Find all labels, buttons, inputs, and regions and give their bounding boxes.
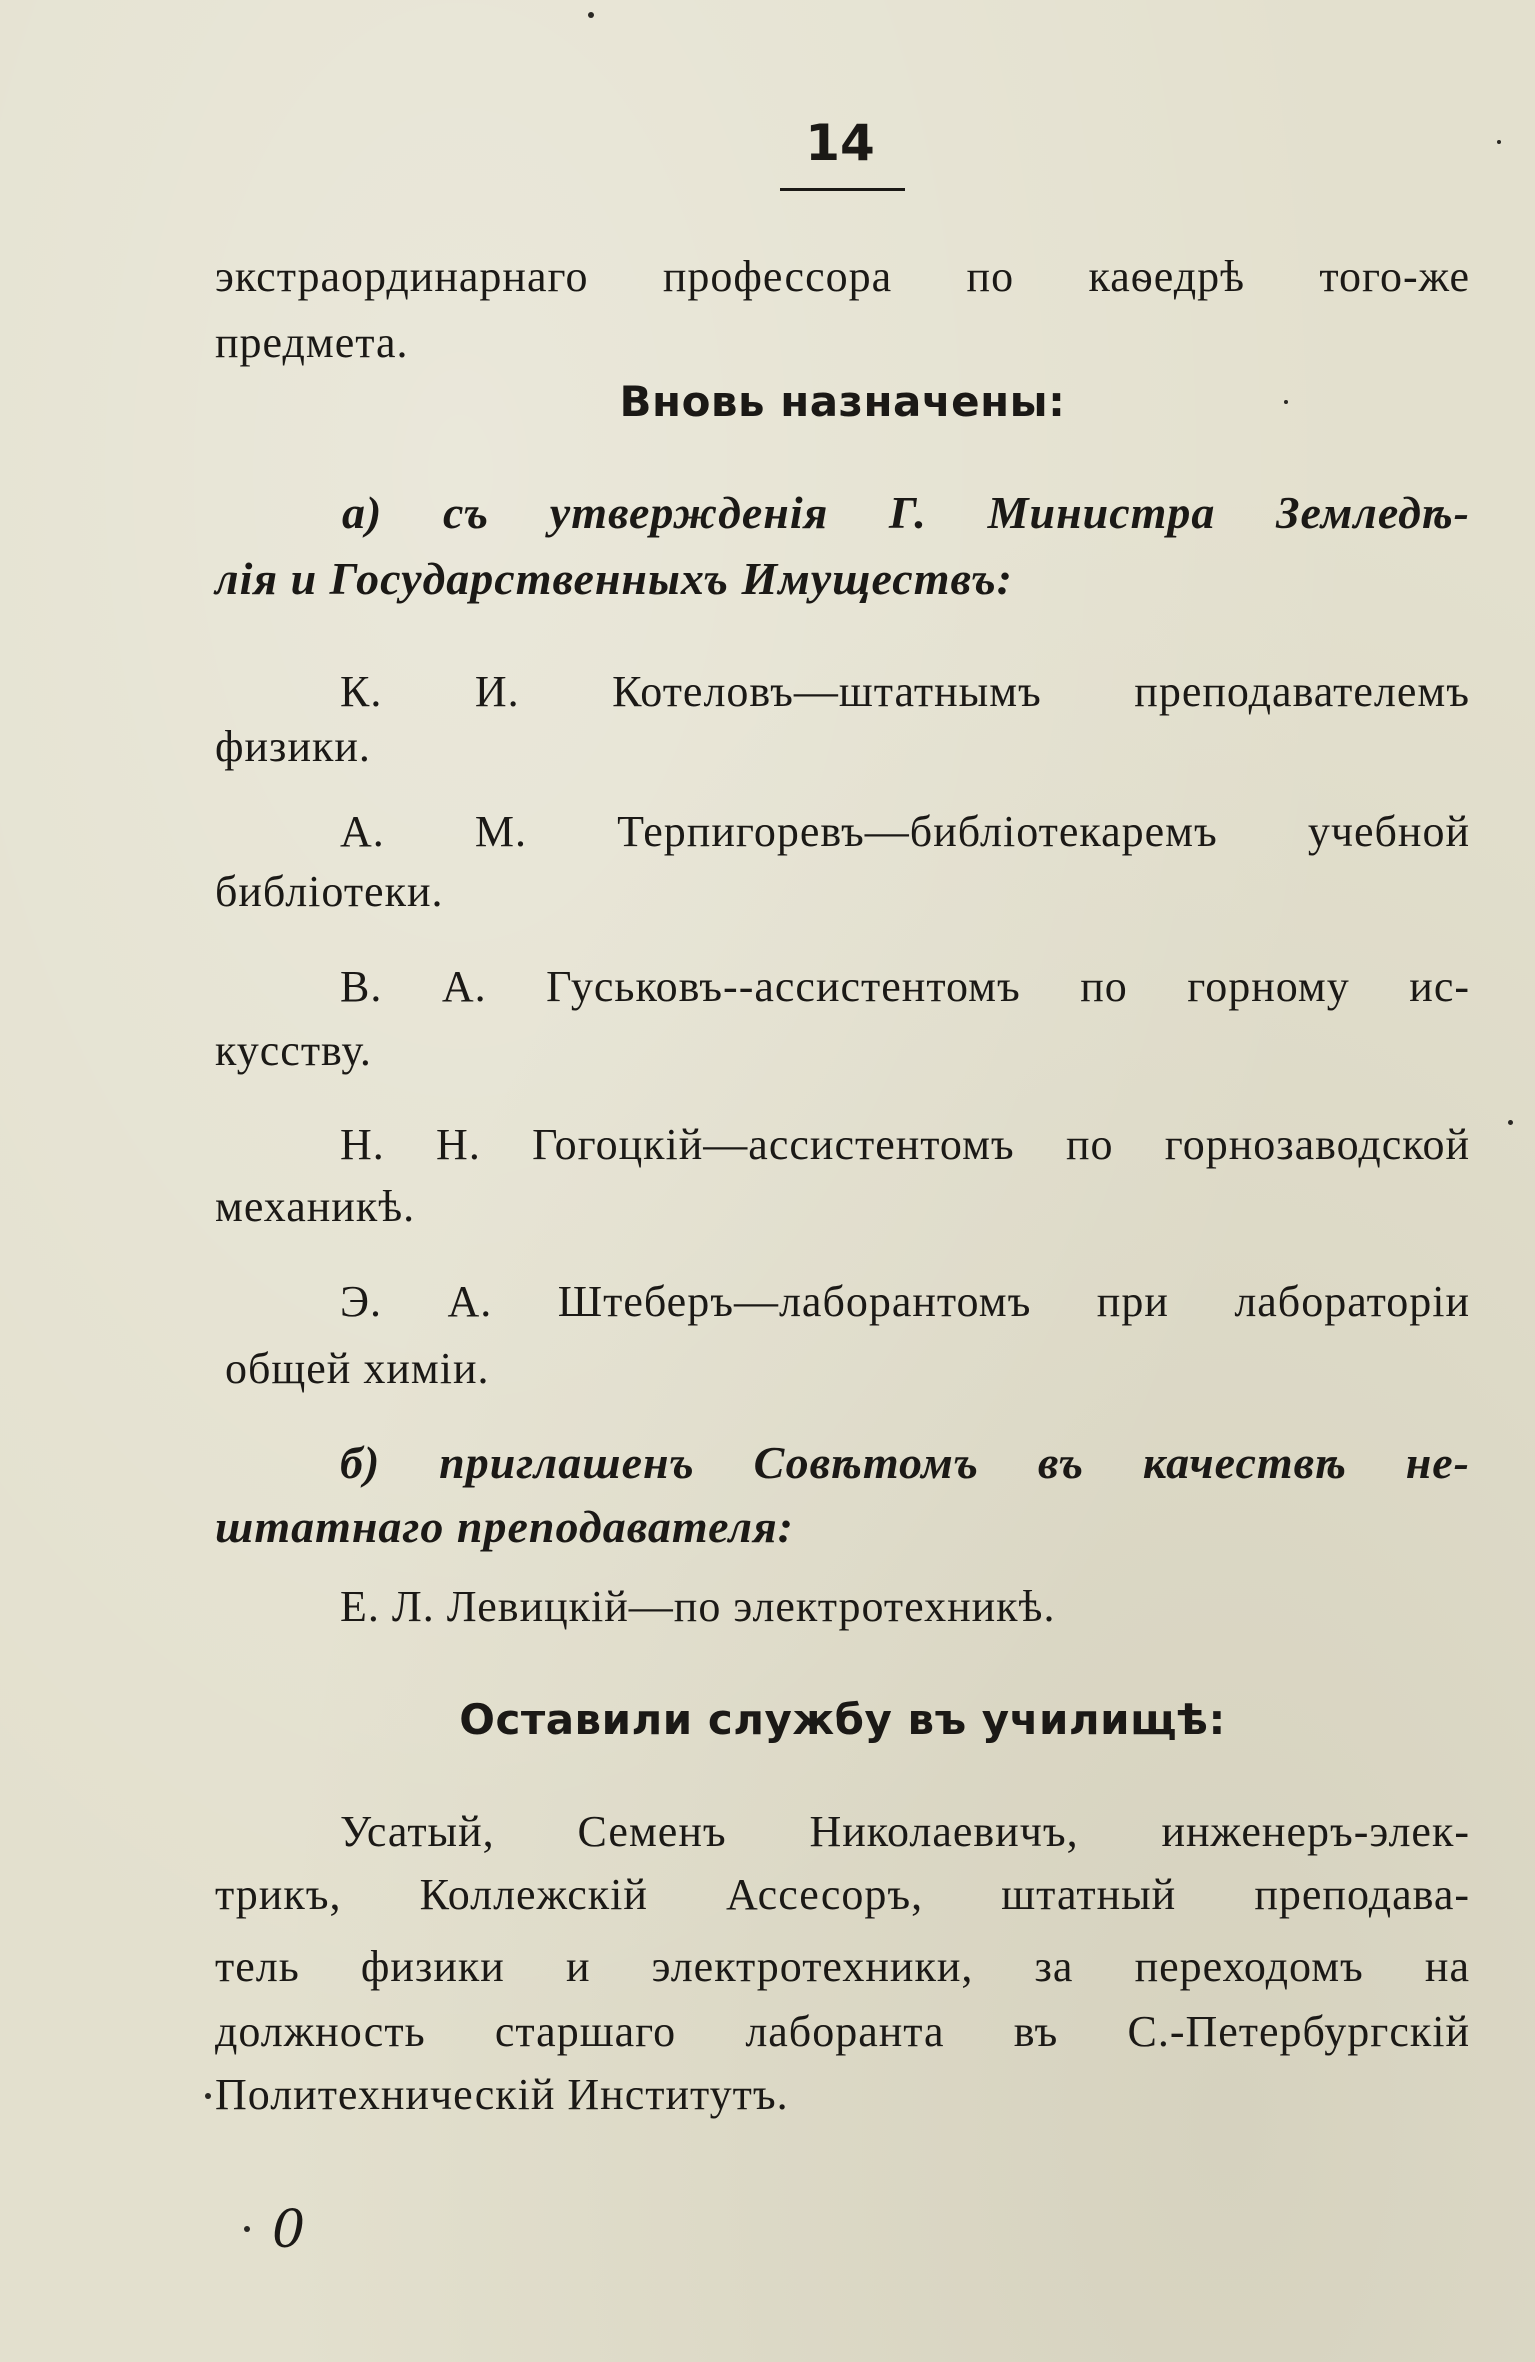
paper-speck xyxy=(1284,400,1288,404)
subsection-heading-a: а) съ утвержденія Г. Министра Земледѣ- xyxy=(342,487,1470,538)
subsection-heading-b: штатнаго преподавателя: xyxy=(215,1501,794,1552)
section-heading-left-service: Оставили службу въ училищѣ: xyxy=(459,1695,1226,1744)
appointment-entry: А. М. Терпигоревъ—библіотекаремъ учебной xyxy=(340,807,1470,856)
paper-speck xyxy=(205,2093,211,2099)
paper-speck xyxy=(1508,1120,1513,1125)
appointment-entry: общей химіи. xyxy=(225,1344,490,1393)
section-heading-appointed: Вновь назначены: xyxy=(619,377,1066,426)
paper-speck xyxy=(244,2226,250,2232)
departure-entry: трикъ, Коллежскій Ассесоръ, штатный преподава- xyxy=(215,1870,1470,1919)
appointment-entry: В. А. Гуськовъ--ассистентомъ по горному ис- xyxy=(340,962,1470,1011)
appointment-entry: кусству. xyxy=(215,1026,372,1075)
subsection-heading-b: б) приглашенъ Совѣтомъ въ качествѣ не- xyxy=(340,1437,1470,1488)
page-number: 14 xyxy=(805,114,875,172)
body-line: предмета. xyxy=(215,318,409,367)
departure-entry: тель физики и электротехники, за переходомъ на xyxy=(215,1942,1470,1991)
paper-speck xyxy=(588,12,594,18)
appointment-entry: Э. А. Штеберъ—лаборантомъ при лабораторіи xyxy=(340,1277,1470,1326)
appointment-entry: механикѣ. xyxy=(215,1182,416,1231)
paper-speck xyxy=(1497,140,1501,144)
appointment-entry: Н. Н. Гогоцкій—ассистентомъ по горнозаводской xyxy=(340,1120,1470,1169)
handwritten-margin-mark: 0 xyxy=(272,2200,306,2260)
departure-entry: Усатый, Семенъ Николаевичъ, инженеръ-элек- xyxy=(340,1807,1470,1856)
appointment-entry: физики. xyxy=(215,722,371,771)
body-line: экстраординарнаго профессора по каѳедрѣ того-же xyxy=(215,252,1470,301)
appointment-entry: К. И. Котеловъ—штатнымъ преподавателемъ xyxy=(340,667,1470,716)
subsection-heading-a: лія и Государственныхъ Имуществъ: xyxy=(215,553,1013,604)
departure-entry: должность старшаго лаборанта въ С.-Петербургскій xyxy=(215,2007,1470,2056)
appointment-entry: Е. Л. Левицкій—по электротехникѣ. xyxy=(340,1582,1056,1631)
departure-entry: Политехническій Институтъ. xyxy=(215,2070,789,2119)
page-number-rule xyxy=(780,188,905,191)
appointment-entry: библіотеки. xyxy=(215,867,444,916)
